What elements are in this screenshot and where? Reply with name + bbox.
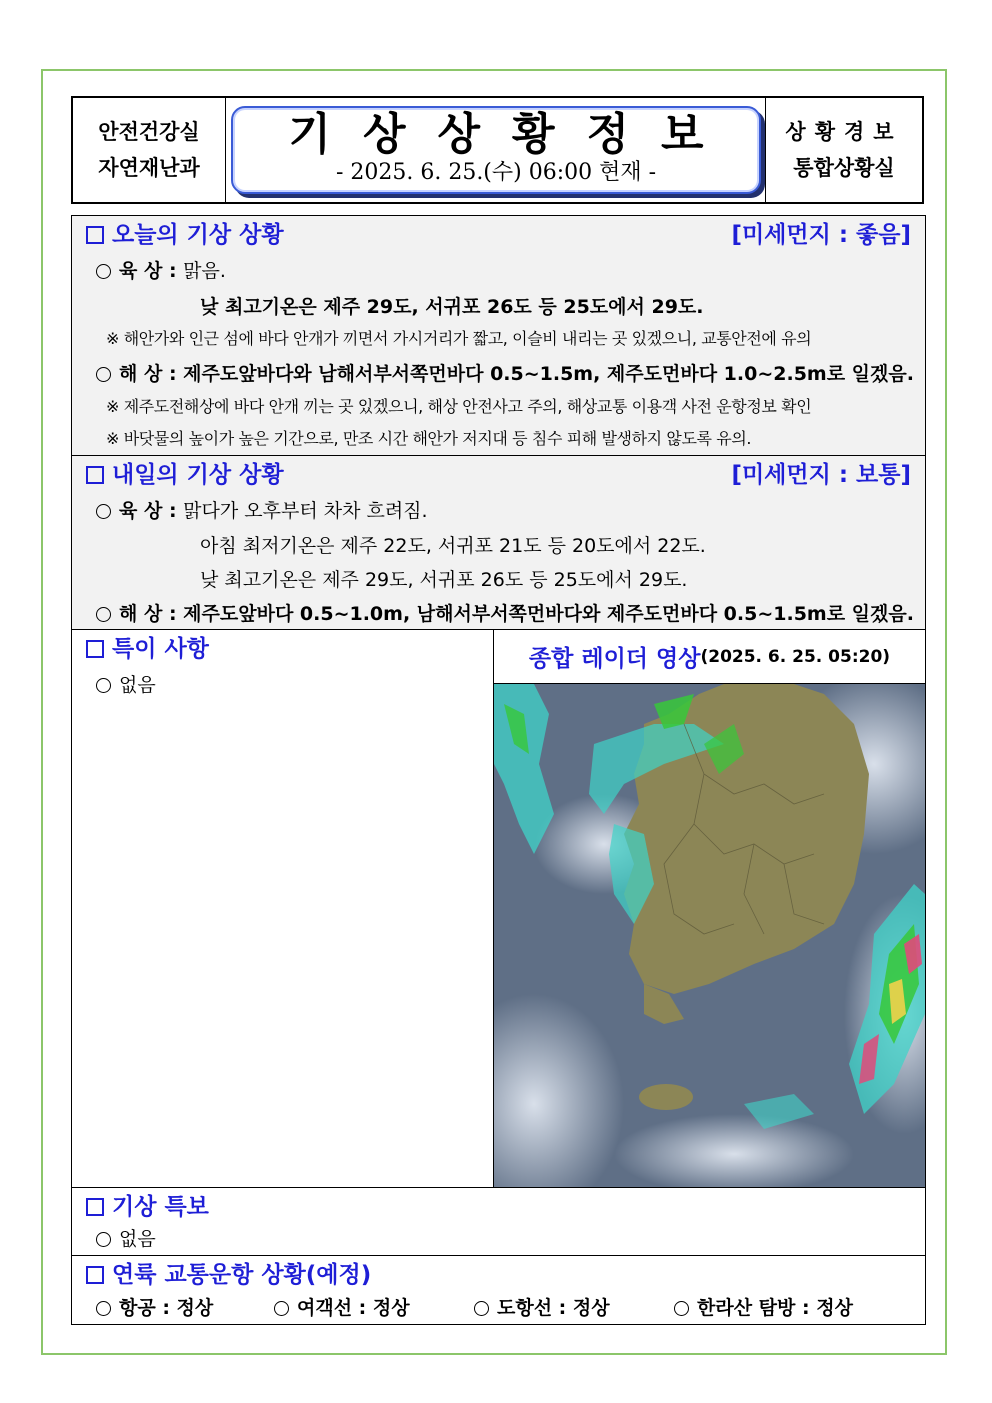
radar-title bbox=[494, 630, 925, 684]
circle-bullet-icon bbox=[96, 1232, 111, 1247]
traffic-section bbox=[72, 1256, 925, 1324]
today-dust: [미세먼지 : 좋음] bbox=[731, 222, 911, 248]
tomorrow-heading: 내일의 기상 상황 bbox=[86, 460, 284, 490]
tomorrow-max-temp: 낮 최고기온은 제주 29도, 서귀포 26도 등 25도에서 29도. bbox=[200, 569, 688, 591]
main-content bbox=[71, 215, 926, 1325]
header bbox=[71, 96, 924, 204]
tomorrow-sea: 해 상 : 제주도앞바다 0.5~1.0m, 남해서부서쪽먼바다와 제주도먼바다 0.5~1.5m로 일겠음. bbox=[96, 601, 914, 627]
traffic-item-island-boat: 도항선 : 정상 bbox=[474, 1296, 610, 1320]
checkbox-icon bbox=[86, 640, 104, 658]
checkbox-icon bbox=[86, 466, 104, 484]
document-date: - 2025. 6. 25.(수) 06:00 현재 - bbox=[335, 160, 657, 185]
situation-office bbox=[765, 98, 922, 202]
title-box bbox=[231, 106, 761, 194]
warning-heading: 기상 특보 bbox=[86, 1192, 209, 1222]
circle-bullet-icon bbox=[674, 1301, 689, 1316]
tomorrow-land: 육 상 : 맑다가 오후부터 차차 흐려짐. bbox=[96, 498, 428, 524]
today-note-1: ※ 해안가와 인근 섬에 바다 안개가 끼면서 가시거리가 짧고, 이슬비 내리는 곳 있겠으니, 교통안전에 유의 bbox=[106, 329, 812, 348]
circle-bullet-icon bbox=[96, 1301, 111, 1316]
checkbox-icon bbox=[86, 1198, 104, 1216]
today-note-2: ※ 제주도전해상에 바다 안개 끼는 곳 있겠으니, 해상 안전사고 주의, 해상교통 이용객 사전 운항정보 확인 bbox=[106, 397, 812, 416]
traffic-heading: 연륙 교통운항 상황(예정) bbox=[86, 1260, 371, 1290]
warning-section bbox=[72, 1188, 925, 1256]
traffic-item-air: 항공 : 정상 bbox=[96, 1296, 213, 1320]
tomorrow-dust: [미세먼지 : 보통] bbox=[731, 462, 911, 488]
special-section bbox=[72, 630, 925, 1188]
circle-bullet-icon bbox=[96, 504, 111, 519]
circle-bullet-icon bbox=[96, 607, 111, 622]
document-title: 기상상황정보 bbox=[288, 109, 736, 160]
today-land-temp: 낮 최고기온은 제주 29도, 서귀포 26도 등 25도에서 29도. bbox=[200, 296, 704, 318]
issuing-department bbox=[73, 98, 226, 202]
special-heading: 특이 사항 bbox=[86, 634, 209, 664]
today-note-3: ※ 바닷물의 높이가 높은 기간으로, 만조 시간 해안가 저지대 등 침수 피해 발생하지 않도록 유의. bbox=[106, 429, 752, 448]
circle-bullet-icon bbox=[274, 1301, 289, 1316]
org-right-line-2: 통합상황실 bbox=[793, 156, 895, 180]
today-section bbox=[72, 216, 925, 456]
today-heading: 오늘의 기상 상황 bbox=[86, 220, 284, 250]
tomorrow-section bbox=[72, 456, 925, 630]
radar-timestamp: (2025. 6. 25. 05:20) bbox=[700, 646, 891, 667]
radar-title-text: 종합 레이더 영상 bbox=[528, 646, 701, 672]
circle-bullet-icon bbox=[96, 367, 111, 382]
warning-item: 없음 bbox=[96, 1226, 156, 1252]
traffic-item-hallasan: 한라산 탐방 : 정상 bbox=[674, 1296, 853, 1320]
tomorrow-min-temp: 아침 최저기온은 제주 22도, 서귀포 21도 등 20도에서 22도. bbox=[200, 535, 706, 557]
special-item: 없음 bbox=[96, 672, 156, 698]
traffic-item-ferry: 여객선 : 정상 bbox=[274, 1296, 410, 1320]
circle-bullet-icon bbox=[96, 678, 111, 693]
today-land: 육 상 : 맑음. bbox=[96, 258, 226, 284]
radar-image bbox=[494, 684, 925, 1187]
org-right-line-1: 상황경보 bbox=[785, 120, 903, 144]
checkbox-icon bbox=[86, 226, 104, 244]
org-left-line-2: 자연재난과 bbox=[98, 156, 200, 180]
circle-bullet-icon bbox=[96, 264, 111, 279]
checkbox-icon bbox=[86, 1266, 104, 1284]
today-sea: 해 상 : 제주도앞바다와 남해서부서쪽먼바다 0.5~1.5m, 제주도먼바다 1.0~2.5m로 일겠음. bbox=[96, 361, 914, 387]
circle-bullet-icon bbox=[474, 1301, 489, 1316]
org-left-line-1: 안전건강실 bbox=[98, 120, 200, 144]
